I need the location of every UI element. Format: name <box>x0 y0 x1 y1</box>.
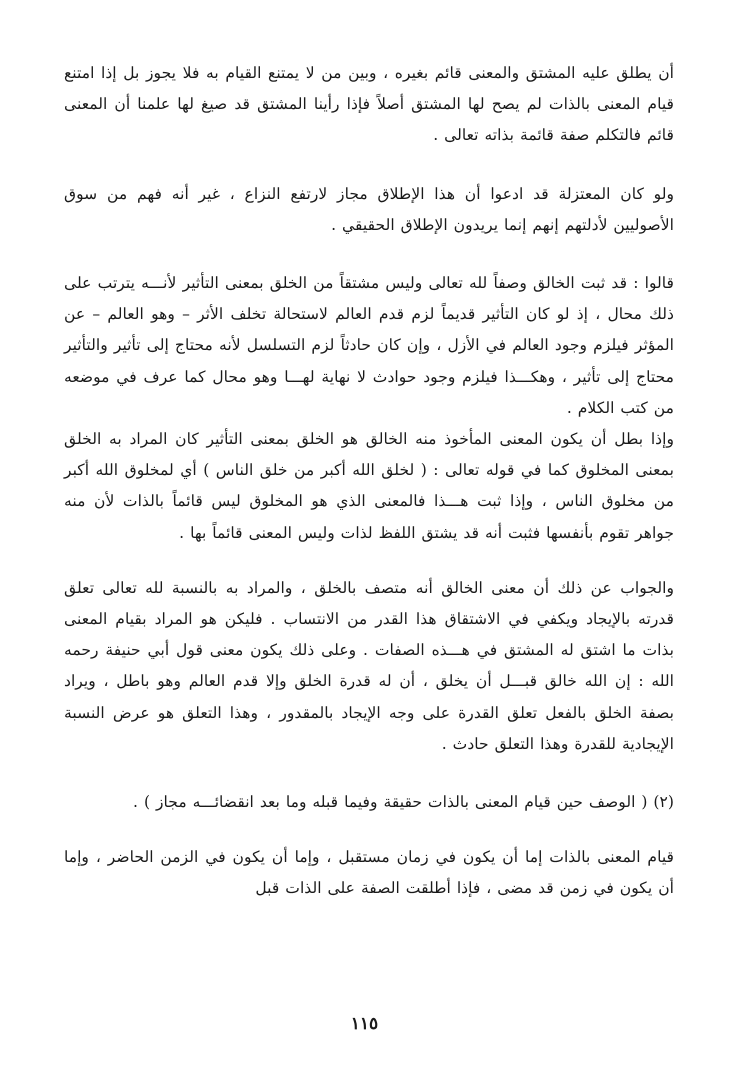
paragraph-1: أن يطلق عليه المشتق والمعنى قائم بغيره ، وبين من لا يمتنع القيام به فلا يجوز بل إذا امتنع قيام المعنى بالذات لم يصح لها المشتق أصلاً فإذا رأينا المشتق قد صيغ لها علمنا أن المعنى قائم فالتكلم صفة قائمة بذاته تعالى . <box>64 64 674 145</box>
paragraph-2: ولو كان المعتزلة قد ادعوا أن هذا الإطلاق مجاز لارتفع النزاع ، غير أنه فهم من سوق الأصوليين لأدلتهم إنهم إنما يريدون الإطلاق الحقيقي . <box>64 184 674 234</box>
paragraph-3: قالوا : قد ثبت الخالق وصفاً لله تعالى وليس مشتقاً من الخلق بمعنى التأثير لأنـــه يترتب على ذلك محال ، إذ لو كان التأثير قديماً لزم قدم العالم لاستحالة تخلف الأثر – وهو العالم – عن المؤثر فيلزم وجود العالم في الأزل ، وإن كان حادثاً لزم التسلسل لأنه محتاج إلى تأثير والتأثير محتاج إلى تأثير ، وهكـــذا فيلزم وجود حوادث لا نهاية لهـــا وهو محال كما عرف في موضعه من كتب الكلام . <box>64 274 674 417</box>
paragraph-4: وإذا بطل أن يكون المعنى المأخوذ منه الخالق هو الخلق بمعنى التأثير كان المراد به الخلق بمعنى المخلوق كما في قوله تعالى : ( لخلق الله أكبر من خلق الناس ) أي لمخلوق الله أكبر من مخلوق الناس ، وإذا ثبت هـــذا فالمعنى الذي هو المخلوق ليس قائماً بالذات لأن منه جواهر تقوم بأنفسها فثبت أنه قد يشتق اللفظ لذات وليس المعنى قائماً بها . <box>64 430 674 542</box>
page-body <box>64 58 674 905</box>
page-number: ١١٥ <box>350 1014 379 1034</box>
paragraph-5: والجواب عن ذلك أن معنى الخالق أنه متصف بالخلق ، والمراد به بالنسبة لله تعالى تعلق قدرته بالإيجاد ويكفي في الاشتقاق هذا القدر من الانتساب . فليكن هو المراد بقيام المعنى بذات ما اشتق له المشتق في هـــذه الصفات . وعلى ذلك يكون معنى قول أبي حنيفة رحمه الله : إن الله خالق قبـــل أن يخلق ، أن له قدرة الخلق وإلا قدم العالم وهو باطل ، ويراد بصفة الخلق بالفعل تعلق القدرة على وجه الإيجاد بالمقدور ، وهذا التعلق هو عرض النسبة الإيجادية للقدرة وهذا التعلق حادث . <box>64 578 674 753</box>
paragraph-7: قيام المعنى بالذات إما أن يكون في زمان مستقبل ، وإما أن يكون في الزمن الحاضر ، وإما أن يكون في زمن قد مضى ، فإذا أطلقت الصفة على الذات قبل <box>64 848 674 898</box>
paragraph-6: (٢) ( الوصف حين قيام المعنى بالذات حقيقة وفيما قبله وما بعد انقضائـــه مجاز ) . <box>133 793 674 812</box>
